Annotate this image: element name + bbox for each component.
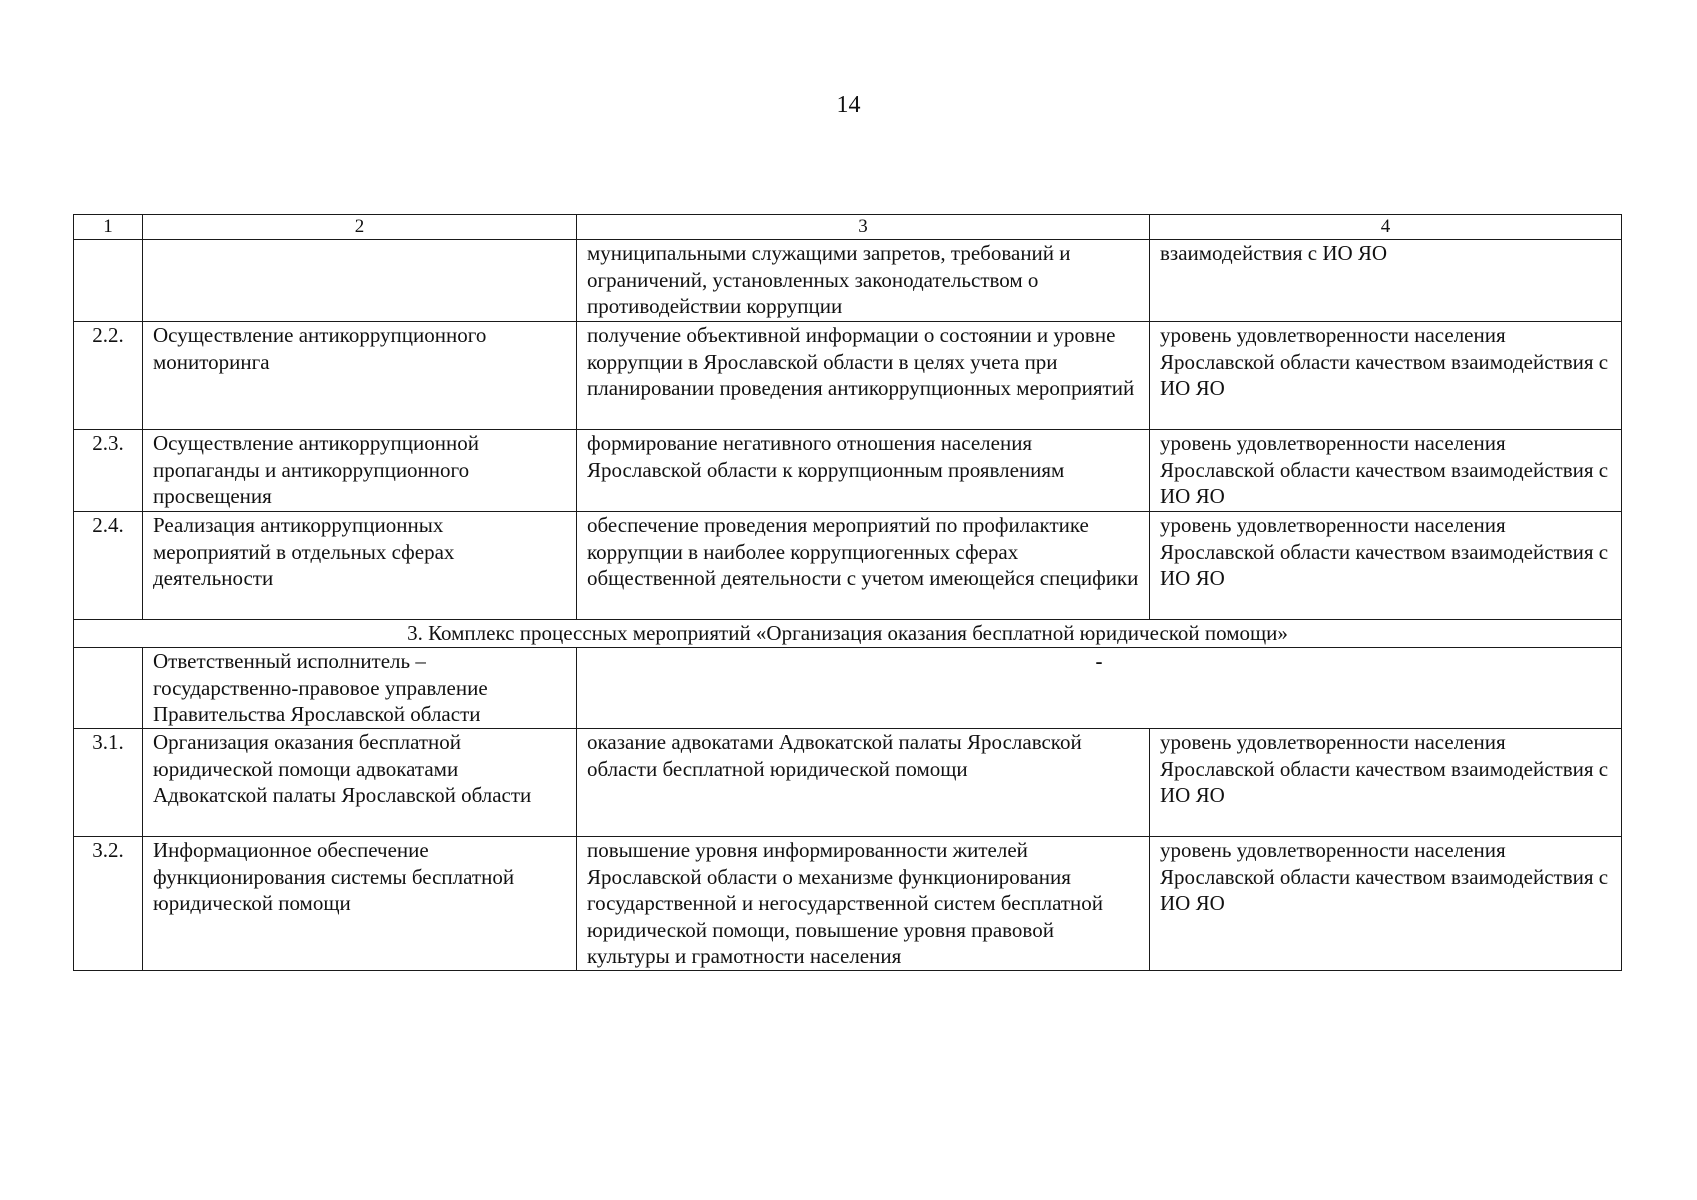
expected-result-cell: получение объективной информации о состоянии и уровне коррупции в Ярославской области в целях учета при планировании проведения антикоррупционных мероприятий <box>577 322 1150 430</box>
expected-result-cell: оказание адвокатами Адвокатской палаты Ярославской области бесплатной юридической помощи <box>577 729 1150 837</box>
row-number-cell: 2.2. <box>74 322 143 430</box>
measure-name-cell: Реализация антикоррупционных мероприятий в отдельных сферах деятельности <box>143 512 577 620</box>
section-title-row <box>74 620 1622 648</box>
table-row <box>74 729 1622 837</box>
table-row <box>74 322 1622 430</box>
table-row <box>74 240 1622 322</box>
measure-name-cell: Осуществление антикоррупционного мониторинга <box>143 322 577 430</box>
responsible-row <box>74 648 1622 729</box>
indicator-cell: уровень удовлетворенности населения Ярославской области качеством взаимодействия с ИО ЯО <box>1150 322 1622 430</box>
indicator-cell: уровень удовлетворенности населения Ярославской области качеством взаимодействия с ИО ЯО <box>1150 430 1622 512</box>
row-number-cell: 3.1. <box>74 729 143 837</box>
table-row <box>74 837 1622 971</box>
expected-result-cell: муниципальными служащими запретов, требований и ограничений, установленных законодательством о противодействии коррупции <box>577 240 1150 322</box>
responsible-merged-cell: - <box>577 648 1622 729</box>
indicator-cell: взаимодействия с ИО ЯО <box>1150 240 1622 322</box>
row-number-cell: 3.2. <box>74 837 143 971</box>
measure-name-cell: Осуществление антикоррупционной пропаганды и антикоррупционного просвещения <box>143 430 577 512</box>
row-number-cell: 2.3. <box>74 430 143 512</box>
indicator-cell: уровень удовлетворенности населения Ярославской области качеством взаимодействия с ИО ЯО <box>1150 512 1622 620</box>
measure-name-cell <box>143 240 577 322</box>
column-header-3: 3 <box>577 215 1150 240</box>
row-number-cell <box>74 648 143 729</box>
expected-result-cell: обеспечение проведения мероприятий по профилактике коррупции в наиболее коррупциогенных сферах общественной деятельности с учетом имеющейся специфики <box>577 512 1150 620</box>
column-header-1: 1 <box>74 215 143 240</box>
page-number: 14 <box>836 92 861 118</box>
column-header-2: 2 <box>143 215 577 240</box>
responsible-executor-cell: Ответственный исполнитель – государственно-правовое управление Правительства Ярославской области <box>143 648 577 729</box>
row-number-cell: 2.4. <box>74 512 143 620</box>
column-header-4: 4 <box>1150 215 1622 240</box>
measure-name-cell: Информационное обеспечение функционирования системы бесплатной юридической помощи <box>143 837 577 971</box>
row-number-cell <box>74 240 143 322</box>
table-row <box>74 512 1622 620</box>
section-title: 3. Комплекс процессных мероприятий «Организация оказания бесплатной юридической помощи» <box>74 620 1622 648</box>
table-header-row <box>74 215 1622 240</box>
measures-table <box>73 214 1622 971</box>
expected-result-cell: повышение уровня информированности жителей Ярославской области о механизме функционирования государственной и негосударственной систем бесплатной юридической помощи, повышение уровня правовой культуры и грамотности населения <box>577 837 1150 971</box>
indicator-cell: уровень удовлетворенности населения Ярославской области качеством взаимодействия с ИО ЯО <box>1150 837 1622 971</box>
indicator-cell: уровень удовлетворенности населения Ярославской области качеством взаимодействия с ИО ЯО <box>1150 729 1622 837</box>
table-row <box>74 430 1622 512</box>
expected-result-cell: формирование негативного отношения населения Ярославской области к коррупционным проявлениям <box>577 430 1150 512</box>
measure-name-cell: Организация оказания бесплатной юридической помощи адвокатами Адвокатской палаты Ярославской области <box>143 729 577 837</box>
